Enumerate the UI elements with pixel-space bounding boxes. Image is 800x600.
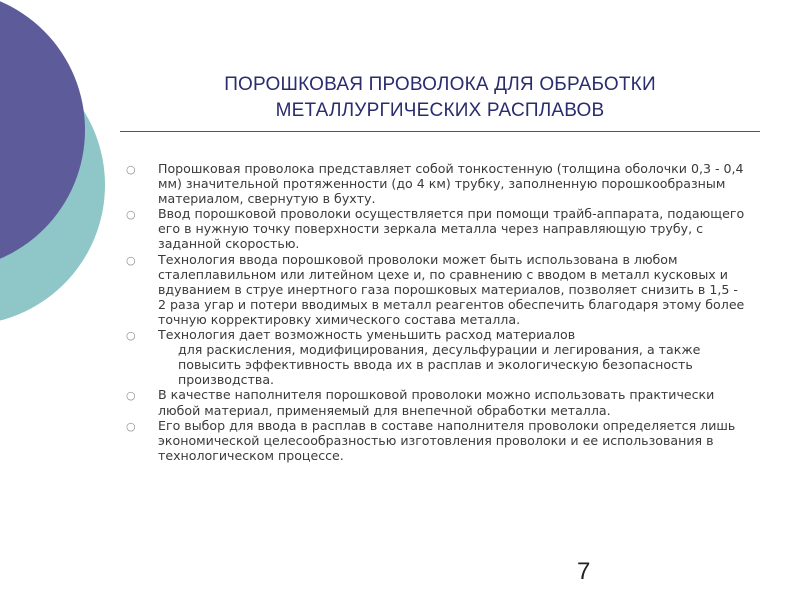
title-divider (120, 131, 760, 132)
continuation-paragraph (120, 342, 748, 387)
bullet-item (120, 418, 748, 463)
decorative-circles (0, 0, 120, 330)
page-number: 7 (577, 558, 591, 585)
bullet-text: Порошковая проволока представляет собой тонкостенную (толщина оболочки 0,3 - 0,4 мм) значительной протяженности (до 4 км) трубку, заполненную порошкообразным материалом, свернутую в бухту. (158, 161, 744, 207)
bullet-text: Его выбор для ввода в расплав в составе наполнителя проволоки определяется лишь экономической целесообразностью изготовления проволоки и ее использования в технологическом процессе. (158, 417, 736, 463)
bullet-text: Ввод порошковой проволоки осуществляется при помощи трайб-аппарата, подающего его в нужную точку поверхности зеркала металла через направляющую трубу, с заданной скоростью. (158, 206, 745, 252)
title-line-1: ПОРОШКОВАЯ ПРОВОЛОКА ДЛЯ ОБРАБОТКИ (224, 74, 656, 95)
bullet-item (120, 161, 748, 206)
bullet-circle-icon: ○ (126, 419, 136, 433)
bullet-item (120, 387, 748, 417)
bullet-list (120, 161, 748, 463)
bullet-text: Технология дает возможность уменьшить расход материалов (158, 327, 576, 343)
bullet-item (120, 206, 748, 251)
bullet-text: Технология ввода порошковой проволоки может быть использована в любом сталеплавильном или литейном цехе и, по сравнению с вводом в металл кусковых и вдуванием в струе инертного газа порошковых материалов, позволяет снизить в 1,5 - 2 раза угар и потери вводимых в металл реагентов обеспечить благодаря этому более точную корректировку химического состава металла. (158, 251, 745, 327)
bullet-item (120, 252, 748, 327)
bullet-circle-icon: ○ (126, 329, 136, 343)
slide-title (140, 72, 740, 124)
bullet-circle-icon: ○ (126, 389, 136, 403)
bullet-circle-icon: ○ (126, 253, 136, 267)
bullet-circle-icon: ○ (126, 163, 136, 176)
bullet-text: для раскисления, модифицирования, десульфурации и легирования, а также повысить эффективность ввода их в расплав и экологическую безопасность производства. (178, 342, 701, 388)
bullet-item (120, 327, 748, 342)
bullet-circle-icon: ○ (126, 208, 136, 222)
bullet-text: В качестве наполнителя порошковой проволоки можно использовать практически любой материал, применяемый для внепечной обработки металла. (158, 387, 715, 418)
title-line-2: МЕТАЛЛУРГИЧЕСКИХ РАСПЛАВОВ (275, 100, 605, 121)
